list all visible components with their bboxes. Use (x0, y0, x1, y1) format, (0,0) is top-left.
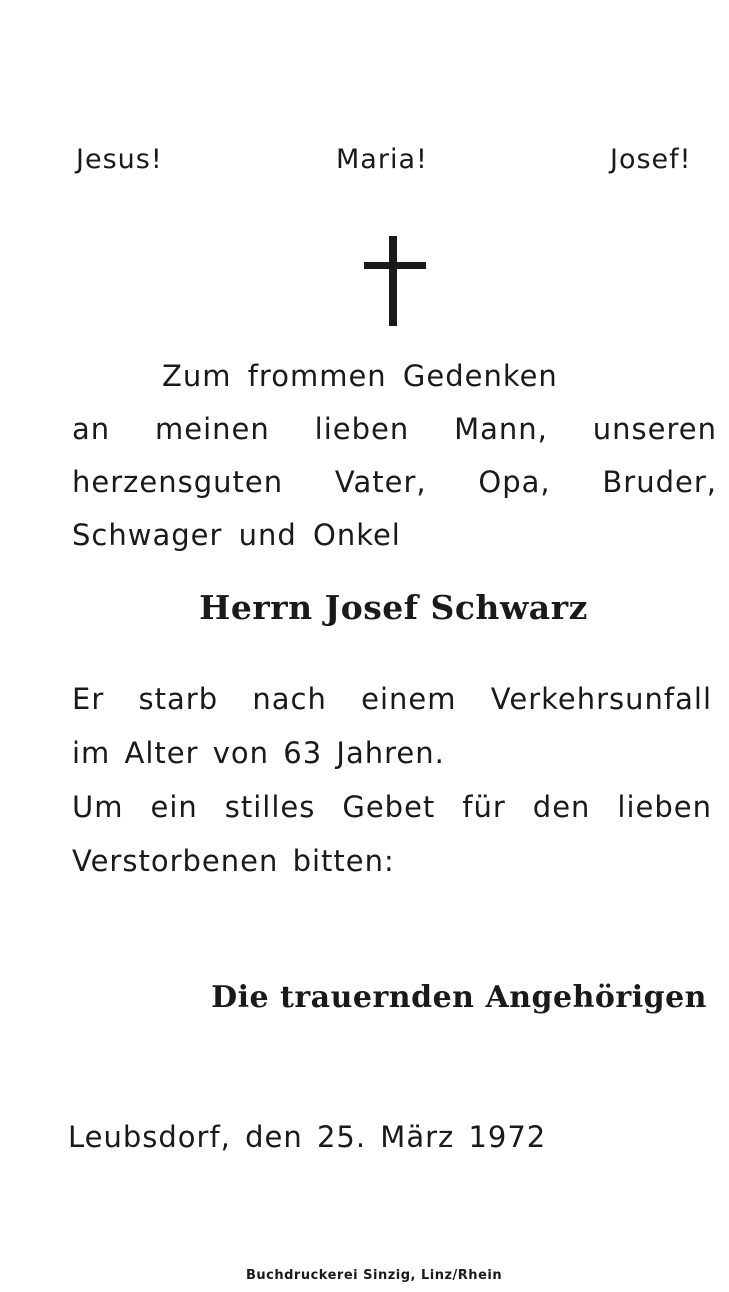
memorial-line: Verstorbenen bitten: (72, 844, 395, 878)
signature: Die trauernden Angehörigen (211, 980, 707, 1015)
invocation-josef: Josef! (610, 144, 692, 175)
place-and-date: Leubsdorf, den 25. März 1972 (68, 1120, 547, 1154)
memorial-line: Er starb nach einem Verkehrsunfall (72, 682, 712, 716)
dedication-line: Schwager und Onkel (72, 518, 401, 552)
dedication-line: herzensguten Vater, Opa, Bruder, (72, 465, 717, 499)
cross-icon (364, 236, 428, 326)
invocation-maria: Maria! (336, 144, 428, 175)
dedication-line: Zum frommen Gedenken (162, 359, 558, 393)
memorial-line: Um ein stilles Gebet für den lieben (72, 790, 712, 824)
printer-imprint: Buchdruckerei Sinzig, Linz/Rhein (246, 1268, 503, 1283)
dedication-line: an meinen lieben Mann, unseren (72, 412, 717, 446)
deceased-name: Herrn Josef Schwarz (199, 588, 588, 627)
dedication-text (72, 350, 717, 562)
memorial-line: im Alter von 63 Jahren. (72, 736, 445, 770)
memorial-text (72, 672, 712, 888)
invocation-jesus: Jesus! (76, 144, 163, 175)
